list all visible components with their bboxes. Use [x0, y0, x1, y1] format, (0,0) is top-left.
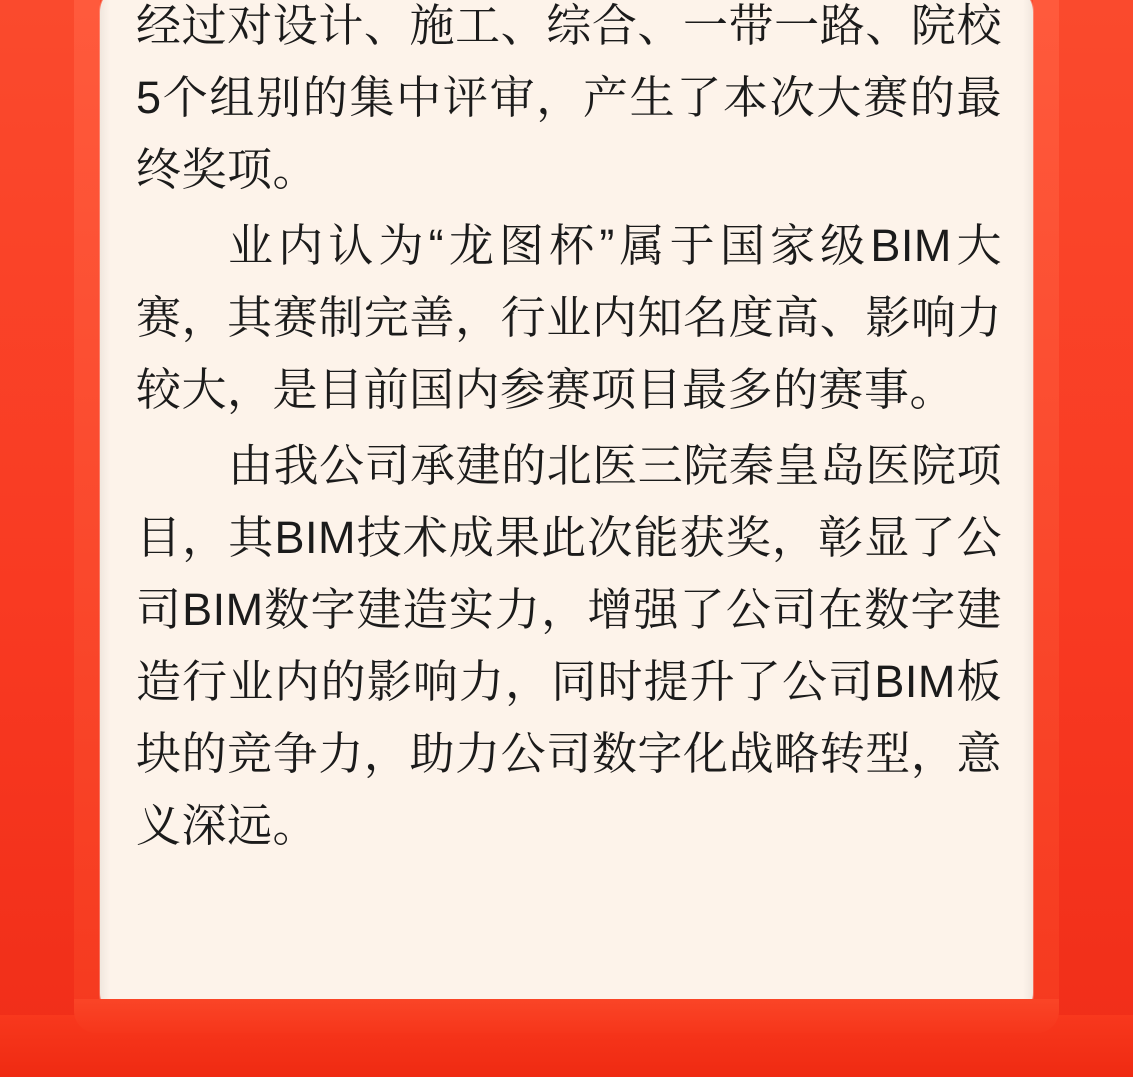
decorative-bottom-band: [0, 1015, 1133, 1077]
article-paragraph-3: 由我公司承建的北医三院秦皇岛医院项目，其BIM技术成果此次能获奖，彰显了公司BIM数字建造实力，增强了公司在数字建造行业内的影响力，同时提升了公司BIM板块的竞争力，助力公司数字化战略转型，意义深远。: [136, 440, 1002, 851]
decorative-left-rail: [74, 0, 100, 1015]
article-body: [136, 0, 1002, 866]
article-paragraph-2: 业内认为“龙图杯”属于国家级BIM大赛，其赛制完善，行业内知名度高、影响力较大，是目前国内参赛项目最多的赛事。: [136, 220, 1002, 415]
article-card: [100, 0, 1033, 1019]
decorative-right-rail: [1033, 0, 1059, 1015]
article-paragraph-1: 经过对设计、施工、综合、一带一路、院校5个组别的集中评审，产生了本次大赛的最终奖项。: [136, 0, 1002, 195]
